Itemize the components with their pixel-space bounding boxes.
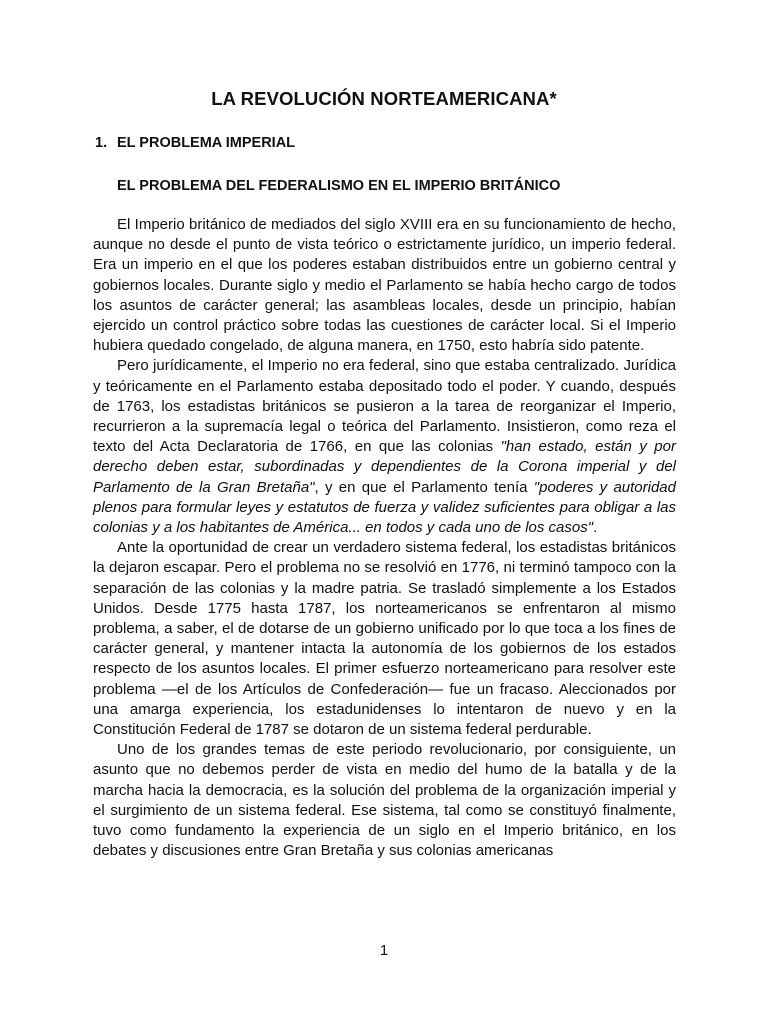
paragraph-text: , y en que el Parlamento tenía	[314, 478, 534, 496]
body-text	[93, 215, 676, 862]
paragraph-text: .	[593, 519, 598, 537]
section-number: 1.	[95, 135, 108, 151]
paragraph-text: Ante la oportunidad de crear un verdadero sistema federal, los estadistas británicos la dejaron escapar. Pero el problema no se resolvió en 1776, ni terminó tampoco con la separación de las colonias y la madre patria. Se trasladó simplemente a los Estados Unidos. Desde 1775 hasta 1787, los norteamericanos se enfrentaron al mismo problema, a saber, el de dotarse de un gobierno unificado por lo que toca a los fines de carácter general, y mantener intacta la autonomía de los gobiernos de los estados respecto de los asuntos locales. El primer esfuerzo norteamericano para resolver este problema —el de los Artículos de Confederación— fue un fracaso. Aleccionados por una amarga experiencia, los estadunidenses lo intentaron de nuevo y en la Constitución Federal de 1787 se dotaron de un sistema federal perdurable.	[93, 539, 676, 739]
quoted-text: "poderes y autoridad plenos para formular leyes y estatutos de fuerza y validez suficientes para obligar a las colonias y a los habitantes de América... en todos y cada uno de los casos"	[93, 478, 676, 537]
document-title: LA REVOLUCIÓN NORTEAMERICANA*	[211, 88, 557, 109]
paragraph-text: El Imperio británico de mediados del siglo XVIII era en su funcionamiento de hecho, aunque no desde el punto de vista teórico o estrictamente jurídico, un imperio federal. Era un imperio en el que los poderes estaban distribuidos entre un gobierno central y gobiernos locales. Durante siglo y medio el Parlamento se había hecho cargo de todos los asuntos de carácter general; las asambleas locales, desde un principio, habían ejercido un control práctico sobre todas las cuestiones de carácter local. Si el Imperio hubiera quedado congelado, de alguna manera, en 1750, esto habría sido patente.	[93, 216, 676, 355]
subsection-heading: EL PROBLEMA DEL FEDERALISMO EN EL IMPERIO BRITÁNICO	[117, 178, 561, 194]
paragraph	[93, 215, 676, 356]
paragraph-text: Pero jurídicamente, el Imperio no era federal, sino que estaba centralizado. Jurídica y teóricamente en el Parlamento estaba depositado todo el poder. Y cuando, después de 1763, los estadistas británicos se pusieron a la tarea de reorganizar el Imperio, recurrieron a la supremacía legal o teórica del Parlamento. Insistieron, como reza el texto del Acta Declaratoria de 1766, en que las colonias	[93, 357, 676, 456]
section-title: EL PROBLEMA IMPERIAL	[117, 135, 296, 151]
paragraph-text: Uno de los grandes temas de este periodo revolucionario, por consiguiente, un asunto que no debemos perder de vista en medio del humo de la batalla y de la marcha hacia la democracia, es la solución del problema de la organización imperial y el surgimiento de un sistema federal. Ese sistema, tal como se constituyó finalmente, tuvo como fundamento la experiencia de un siglo en el Imperio británico, en los debates y discusiones entre Gran Bretaña y sus colonias americanas	[93, 741, 676, 860]
paragraph	[93, 740, 676, 861]
page-number: 1	[379, 942, 389, 959]
paragraph	[93, 538, 676, 740]
section-heading	[95, 135, 295, 151]
quoted-text: "han estado, están y por derecho deben estar, subordinadas y dependientes de la Corona imperial y del Parlamento de la Gran Bretaña"	[93, 438, 676, 496]
paragraph	[93, 356, 676, 538]
